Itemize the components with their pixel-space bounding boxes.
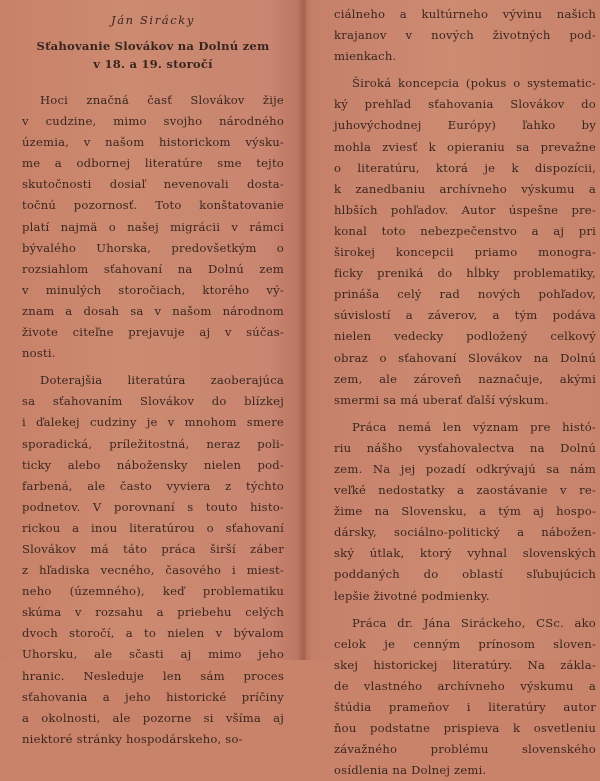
text-line: Široká koncepcia (pokus o systematic- [352,76,596,91]
text-line: územia, v našom historickom výsku- [22,135,284,150]
text-line: nosti. [22,346,56,361]
text-line: skutočnosti dosiaľ nevenovali dosta- [22,177,284,192]
paragraph [334,417,596,607]
left-column [22,0,284,750]
text-line: osídlenia na Dolnej zemi. [334,763,487,778]
text-line: žime na Slovensku, a tým aj hospo- [334,504,596,519]
text-line: dársky, sociálno-politický a nábožen- [334,525,596,540]
text-line: hranic. Nesleduje len sám proces [22,668,284,683]
text-line: de vlastného archívneho výskumu a [334,678,596,693]
text-line: ficky preniká do hĺbky problematiky, [334,266,596,281]
text-line: konal toto nebezpečenstvo a aj pri [334,223,596,238]
text-line: súvislostí a záverov, a tým podáva [334,308,596,323]
text-line: Práca dr. Jána Siráckeho, CSc. ako [352,615,596,630]
text-line: ticky alebo nábožensky nielen pod- [22,457,284,472]
text-line: k zanedbaniu archívneho výskumu a [334,181,596,196]
text-line: ňou podstatne prispieva k osvetleniu [334,721,596,736]
text-line: mohla zviesť k opieraniu sa prevažne [334,139,596,154]
text-line: poddaných do oblastí sľubujúcich [334,567,596,582]
right-column [334,0,596,781]
paragraph [334,73,596,411]
text-line: smermi sa má uberať ďalší výskum. [334,392,549,407]
text-line: Hoci značná časť Slovákov žije [40,93,284,107]
text-line: štúdia prameňov i literatúry autor [334,700,596,714]
text-line: dvoch storočí, a to nielen v bývalom [22,626,284,641]
paragraph [334,4,596,67]
text-line: rozsiahlom sťahovaní na Dolnú zem [22,261,284,276]
text-line: farbená, ale často vyviera z týchto [22,478,284,493]
text-line: živote citeľne prejavuje aj v súčas- [22,325,284,340]
text-line: a okolnosti, ale pozorne si všíma aj [22,710,284,725]
right-body-text [334,4,596,781]
text-line: neho (územného), keď problematiku [22,584,284,599]
text-line: skej historickej literatúry. Na zákla- [334,657,596,672]
text-line: Uhorsku, ale sčasti aj mimo jeho [22,647,284,662]
text-line: bývalého Uhorska, predovšetkým o [22,240,284,255]
book-title-line: v 18. a 19. storočí [93,56,213,71]
paragraph [22,370,284,750]
text-line: obraz o sťahovaní Slovákov na Dolnú [334,350,596,365]
text-line: hlbších pohľadov. Autor úspešne pre- [334,202,596,217]
text-line: lepšie životné podmienky. [334,588,490,603]
left-body-text [22,90,284,750]
page-fold [298,0,312,660]
text-line: juhovýchodnej Európy) ľahko by [334,118,596,133]
text-line: závažného problému slovenského [334,742,596,757]
text-line: mienkach. [334,49,397,64]
text-line: Doterajšia literatúra zaoberajúca [40,373,284,388]
text-line: celok je cenným prínosom sloven- [334,636,596,651]
text-line: z hľadiska vecného, časového i miest- [22,563,284,578]
text-line: sa sťahovaním Slovákov do blízkej [22,394,284,409]
paragraph [334,613,596,781]
text-line: Slovákov má táto práca širší záber [22,541,284,556]
text-line: ský útlak, ktorý vyhnal slovenských [334,546,596,561]
author-name: Ján Sirácky [111,13,195,27]
text-line: v minulých storočiach, ktorého vý- [22,282,284,297]
text-line: v cudzine, mimo svojho národného [22,114,284,129]
text-line: niektoré stránky hospodárskeho, so- [22,731,243,746]
text-line: i ďalekej cudziny je v mnohom smere [22,415,284,430]
text-line: širokej koncepcii priamo monogra- [334,245,596,260]
text-line: podnetov. V porovnaní s touto histo- [22,499,284,514]
text-line: nielen vedecky podložený celkový [334,329,596,344]
text-line: rickou a inou literatúrou o sťahovaní [22,520,284,535]
text-line: o literatúru, ktorá je k dispozícii, [334,160,596,175]
text-line: me a odbornej literatúre sme tejto [22,156,284,171]
text-line: znam a dosah sa v našom národnom [22,303,284,318]
text-line: zem, ale zároveň naznačuje, akými [334,371,596,386]
text-line: riu nášho vysťahovalectva na Dolnú [334,440,596,455]
text-line: zem. Na jej pozadí odkrývajú sa nám [334,461,596,476]
text-line: ký prehľad sťahovania Slovákov do [334,97,596,112]
text-line: prináša celý rad nových pohľadov, [334,287,596,302]
text-line: točnú pozornosť. Toto konštatovanie [22,198,284,213]
text-line: ciálneho a kultúrneho vývinu našich [334,7,596,21]
text-line: veľké nedostatky a zaostávanie v re- [334,483,596,498]
text-line: skúma v rozsahu a priebehu celých [22,605,284,620]
text-line: sporadická, príležitostná, neraz poli- [22,436,284,451]
text-line: krajanov v nových životných pod- [334,28,596,43]
text-line: platí najmä o našej migrácii v rámci [22,219,284,234]
paragraph [22,90,284,364]
book-title [22,38,284,73]
text-line: sťahovania a jeho historické príčiny [22,689,284,704]
text-line: Práca nemá len význam pre histó- [352,419,596,434]
book-title-line: Sťahovanie Slovákov na Dolnú zem [36,39,270,53]
